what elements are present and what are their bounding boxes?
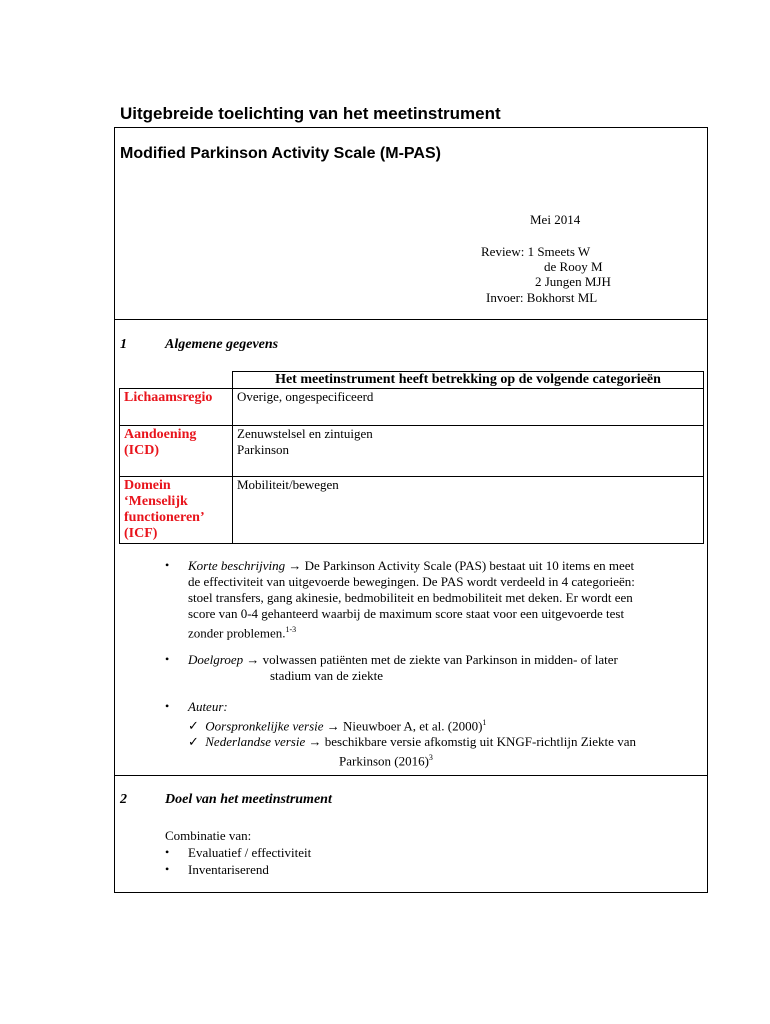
doelgroep-line: volwassen patiënten met de ziekte van Parkinson in midden- of later — [262, 652, 618, 667]
invoer: Invoer: Bokhorst ML — [486, 290, 598, 305]
superscript: 3 — [428, 753, 433, 763]
doelgroep-label: Doelgroep — [188, 652, 244, 667]
label-line: (ICD) — [124, 443, 159, 458]
arrow-right-icon: → — [308, 734, 322, 750]
arrow-right-icon: → — [326, 718, 340, 734]
section2-item: Inventariserend — [188, 862, 269, 877]
bullet-auteur — [188, 699, 708, 770]
section2-title: Doel van het meetinstrument — [165, 792, 332, 807]
divider-1 — [114, 319, 708, 320]
checkmark-icon: ✓ — [188, 734, 199, 750]
korte-line: De Parkinson Activity Scale (PAS) bestaat uit 10 items en meet — [304, 558, 635, 573]
bullet-korte-beschrijving — [188, 558, 698, 641]
label-line: (ICF) — [124, 526, 158, 541]
bullet-dot: • — [165, 845, 170, 859]
section2-number: 2 — [120, 792, 127, 807]
table-header-row — [120, 372, 704, 389]
section1-number: 1 — [120, 337, 127, 352]
korte-label: Korte beschrijving — [188, 558, 286, 573]
label-line: Aandoening — [124, 427, 197, 442]
section1-title: Algemene gegevens — [165, 337, 279, 352]
instrument-title: Modified Parkinson Activity Scale (M-PAS) — [120, 145, 441, 162]
superscript: 1 — [482, 718, 487, 727]
row-value-aandoening — [233, 426, 704, 477]
review-2: 2 Jungen MJH — [535, 274, 611, 289]
value-line: Zenuwstelsel en zintuigen — [237, 426, 373, 441]
date: Mei 2014 — [530, 212, 581, 227]
bullet-dot: • — [165, 699, 170, 713]
table-row — [120, 389, 704, 426]
review-1b: de Rooy M — [544, 259, 603, 274]
table-row — [120, 426, 704, 477]
label-line: functioneren’ — [124, 510, 205, 525]
review-1 — [481, 244, 590, 259]
checkmark-icon: ✓ — [188, 718, 199, 734]
label-line: ‘Menselijk — [124, 494, 188, 509]
auteur-orig-value: Nieuwboer A, et al. (2000) — [343, 718, 483, 734]
table-header: Het meetinstrument heeft betrekking op de volgende categorieën — [233, 372, 704, 389]
table-row — [120, 477, 704, 544]
page-title: Uitgebreide toelichting van het meetinstrument — [120, 104, 501, 123]
label-line: Domein — [124, 478, 171, 493]
bullet-doelgroep — [188, 652, 698, 684]
korte-line: de effectiviteit van uitgevoerde bewegingen. De PAS wordt verdeeld in 4 categorieën: — [188, 574, 635, 589]
row-label-aandoening — [120, 426, 233, 477]
section2-intro: Combinatie van: — [165, 828, 252, 843]
table-corner — [120, 372, 233, 389]
row-value-domein: Mobiliteit/bewegen — [233, 477, 704, 544]
bullet-dot: • — [165, 652, 170, 666]
auteur-orig-label: Oorspronkelijke versie — [205, 718, 324, 734]
arrow-right-icon: → — [246, 652, 260, 667]
korte-line: zonder problemen. — [188, 625, 286, 641]
review-1-name: 1 Smeets W — [527, 244, 591, 259]
section2-item: Evaluatief / effectiviteit — [188, 845, 312, 860]
category-table — [119, 371, 704, 544]
doelgroep-line: stadium van de ziekte — [270, 668, 383, 683]
review-label: Review: — [481, 244, 525, 259]
value-line: Parkinson — [237, 442, 289, 457]
divider-2 — [114, 775, 708, 776]
bullet-dot: • — [165, 862, 170, 876]
korte-line: stoel transfers, gang akinesie, bedmobiliteit en bedmobiliteit met deken. Er wordt een — [188, 590, 633, 605]
auteur-nl-label: Nederlandse versie — [205, 734, 306, 750]
auteur-label: Auteur: — [188, 699, 228, 714]
bullet-dot: • — [165, 558, 170, 572]
superscript: 1-3 — [285, 625, 297, 634]
row-value-lichaamsregio: Overige, ongespecificeerd — [233, 389, 704, 426]
arrow-right-icon: → — [288, 558, 302, 573]
auteur-nl-value: beschikbare versie afkomstig uit KNGF-richtlijn Ziekte van — [324, 734, 636, 750]
row-label-domein — [120, 477, 233, 544]
auteur-nl-value: Parkinson (2016) — [339, 753, 429, 769]
korte-line: score van 0-4 gehanteerd waarbij de maximum score staat voor een uitgevoerde test — [188, 606, 625, 621]
row-label-lichaamsregio: Lichaamsregio — [120, 389, 233, 426]
